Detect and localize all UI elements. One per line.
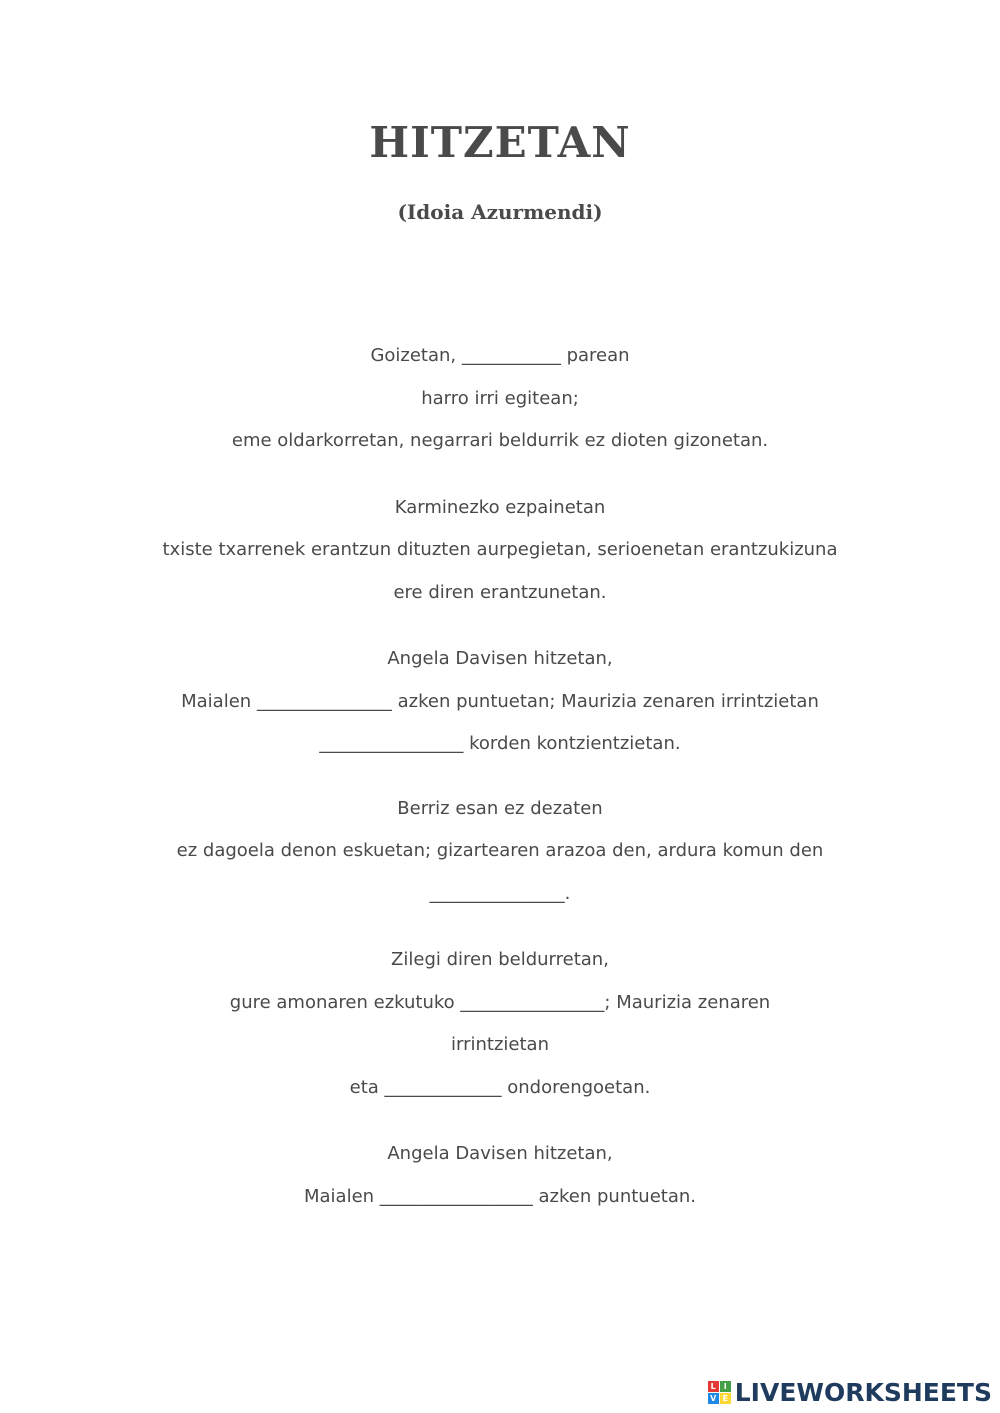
stanza bbox=[0, 488, 1000, 616]
poem-line: _______________. bbox=[429, 882, 571, 904]
stanza bbox=[0, 940, 1000, 1110]
brand-name: LIVEWORKSHEETS bbox=[734, 1378, 992, 1407]
poem-title: HITZETAN bbox=[369, 118, 631, 167]
poem-body bbox=[0, 336, 1000, 1219]
liveworksheets-logo bbox=[708, 1378, 992, 1407]
poem-line: Angela Davisen hitzetan, bbox=[387, 648, 613, 669]
poem-line: Angela Davisen hitzetan, bbox=[387, 1143, 613, 1164]
poem-line: txiste txarrenek erantzun dituzten aurpegietan, serioenetan erantzukizuna bbox=[162, 539, 838, 560]
stanza bbox=[0, 639, 1000, 767]
logo-letter: V bbox=[708, 1393, 719, 1404]
logo-letter: I bbox=[720, 1381, 731, 1392]
poem-line: eme oldarkorretan, negarrari beldurrik ez dioten gizonetan. bbox=[231, 430, 769, 451]
poem-line: ez dagoela denon eskuetan; gizartearen arazoa den, ardura komun den bbox=[176, 840, 824, 861]
stanza bbox=[0, 1134, 1000, 1219]
poem-line: eta _____________ ondorengoetan. bbox=[349, 1076, 651, 1098]
poem-line: Maialen _________________ azken puntuetan. bbox=[304, 1185, 696, 1207]
logo-letter: L bbox=[708, 1381, 719, 1392]
poem-line: Goizetan, ___________ parean bbox=[370, 345, 630, 366]
logo-mark-icon bbox=[708, 1381, 731, 1404]
poem-line: Berriz esan ez dezaten bbox=[397, 797, 603, 819]
poem-line: harro irri egitean; bbox=[421, 387, 579, 409]
poem-line: Karminezko ezpainetan bbox=[394, 496, 606, 518]
poem-line: irrintzietan bbox=[451, 1034, 549, 1055]
poem-line: gure amonaren ezkutuko ________________; Maurizia zenaren bbox=[229, 991, 771, 1013]
logo-letter: E bbox=[720, 1393, 731, 1404]
stanza bbox=[0, 336, 1000, 464]
poem-line: ere diren erantzunetan. bbox=[393, 581, 607, 603]
poem-line: Zilegi diren beldurretan, bbox=[391, 949, 609, 970]
poem-author: (Idoia Azurmendi) bbox=[397, 200, 603, 224]
stanza bbox=[0, 789, 1000, 917]
poem-line: Maialen _______________ azken puntuetan; Maurizia zenaren irrintzietan bbox=[181, 690, 819, 712]
poem-line: ________________ korden kontzientzietan. bbox=[319, 733, 681, 754]
